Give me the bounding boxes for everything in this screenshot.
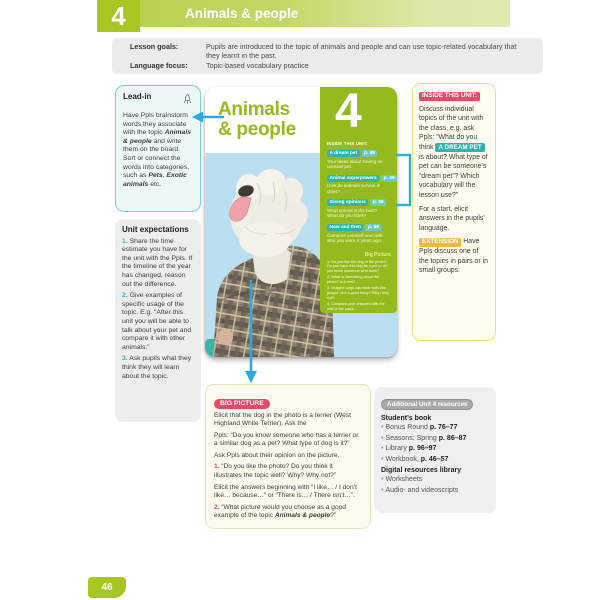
big-picture-paragraph: Ask Ppls about their opinion on the picture.	[214, 451, 340, 459]
lesson-goals-label: Lesson goals:	[130, 42, 179, 51]
resources-heading: Student’s book	[381, 414, 432, 422]
cover-big-picture-block: Big Picture 1. Do you like the dog in the photo? Do you have this dog as a pet or do you know someone who does? 2. What is interesting about the photo? Is it real? 3. Imagine dogs can wear suits like people. Is it a good thing? Why / why not? 4. Compare your answers with the rest of the class.	[327, 252, 391, 311]
cover-inside-label: INSIDE THIS UNIT:	[327, 141, 368, 146]
expectation-item: 1. Share the time estimate you have for the unit with the Ppls. If the timeline of the year has changed, reason out the difference.	[122, 237, 193, 288]
cover-unit-number: 4	[335, 87, 362, 138]
lesson-goals-box	[112, 38, 543, 74]
expectation-item: 2. Give examples of specific usage of the topic. E.g. “After this unit you will be able to talk about your pet and compare it with other animals.”	[122, 292, 192, 351]
big-picture-box	[205, 384, 371, 529]
brainstorm-rocket-icon	[182, 92, 193, 110]
resource-item: • Bonus Round p. 76–77	[381, 424, 458, 431]
lesson-goals-text: Pupils are introduced to the topic of animals and people and can use topic-related vocabulary that they learnt in the past.	[206, 42, 517, 60]
lead-in-body: Have Ppls brainstorm words they associate with the topic Animals & people and write them on the board. Sort or connect the words into categories, such as Pets, Exotic animals etc.	[123, 112, 192, 188]
extension-badge: EXTENSION	[419, 238, 461, 247]
inside-unit-paragraph: Discuss individual topics of the unit with the class, e.g. ask Ppls: “What do you think A DREAM PET is about? What type of pet can be someone’s “dream pet”? Which vocabulary will the lesson use?”	[419, 105, 488, 199]
big-picture-paragraph: Elicit the answers beginning with “I like… / I don’t like… because…” or “There is… / There isn’t…”.	[214, 483, 357, 499]
resource-item: • Audio- and videoscripts	[381, 486, 459, 494]
big-picture-paragraph: Elicit that the dog in the photo is a terrier (West Highland White Terrier). Ask the	[214, 411, 351, 427]
cover-topic-item: Animal superpowers p. 49 How do animals survive in cities?	[327, 175, 393, 195]
language-focus-label: Language focus:	[130, 60, 188, 70]
language-focus-text: Topic-based vocabulary practice	[206, 60, 309, 70]
resource-item: • Worksheets	[381, 476, 423, 483]
unit-expectations-title: Unit expectations	[122, 225, 189, 234]
inside-unit-badge: INSIDE THIS UNIT:	[419, 92, 480, 101]
unit-expectations-box	[115, 219, 201, 422]
inside-unit-extension: EXTENSION Have Ppls discuss one of the topics in pairs or in small groups.	[419, 238, 488, 275]
resource-item: • Workbook, p. 46–57	[381, 455, 449, 463]
resource-item: • Seasons: Spring p. 86–87	[381, 434, 467, 442]
additional-resources-box	[374, 387, 496, 513]
cover-topic-item: Giving opinions p. 56 What animal is the best? What do you think?	[327, 199, 393, 219]
cover-title-line2: & people	[218, 119, 296, 140]
bracket-connector	[394, 148, 414, 212]
cover-topic-item: A dream pet p. 48 Your ideas about having an unusual pet.	[327, 151, 383, 170]
big-picture-question: 1. “Do you like the photo? Do you think it illustrates the topic well? Why? Why not?”	[214, 463, 337, 479]
header-unit-number: 4	[97, 0, 140, 32]
expectation-item: 3. Ask pupils what they think they will learn about the topic.	[122, 355, 192, 380]
big-picture-question: 2. “What picture would you choose as a good example of the topic Animals & people?”	[214, 503, 346, 519]
a-dream-pet-badge: A DREAM PET	[435, 143, 484, 152]
inside-this-unit-box	[412, 83, 496, 341]
cover-title-line1: Animals	[218, 99, 290, 120]
inside-unit-paragraph: For a start, elicit answers in the pupils’ language.	[419, 205, 485, 232]
lead-in-box	[115, 85, 201, 212]
page-number-badge: 46	[88, 577, 126, 598]
lead-in-title: Lead-in	[123, 92, 152, 101]
resources-heading: Digital resources library	[381, 466, 462, 474]
resource-item: • Library p. 96–97	[381, 445, 437, 452]
additional-resources-badge: Additional Unit 4 resources	[381, 399, 473, 410]
cover-topic-item: Now and then p. 58 Compare yourself now with who you were 4 years ago.	[327, 225, 383, 244]
cover-title-block	[205, 87, 320, 153]
header-unit-title: Animals & people	[140, 0, 510, 27]
student-book-cover-card	[205, 87, 397, 357]
big-picture-badge: BIG PICTURE	[214, 399, 270, 409]
cover-unit-panel	[320, 87, 397, 313]
big-picture-paragraph: Ppls: “Do you know someone who has a terrier or a similar dog as a pet? What type of dog is it?”	[214, 431, 359, 447]
